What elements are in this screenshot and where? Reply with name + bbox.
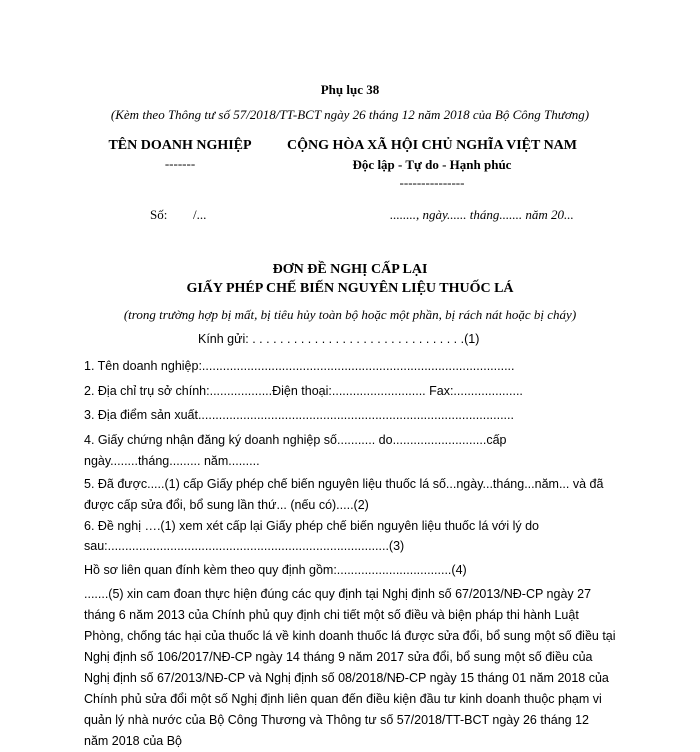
document-number-value: /... bbox=[193, 207, 207, 222]
field-reissue-request: 6. Đề nghị ….(1) xem xét cấp lại Giấy phép chế biến nguyên liệu thuốc lá với lý do bbox=[84, 519, 539, 533]
recipient-line: Kính gửi: . . . . . . . . . . . . . . . . . . . . . . . . . . . . . . .(1) bbox=[198, 332, 480, 346]
company-name: TÊN DOANH NGHIỆP bbox=[108, 138, 252, 153]
field-previous-license: 5. Đã được.....(1) cấp Giấy phép chế biến nguyên liệu thuốc lá số...ngày...tháng...năm... và đã được cấp sửa đổi, bổ sung lần thứ... (nếu có).....(2) bbox=[84, 477, 604, 512]
document-number-label: Số: bbox=[150, 207, 168, 222]
company-divider: ------- bbox=[164, 156, 196, 171]
field-attachments: Hồ sơ liên quan đính kèm theo quy định gồm:.................................(4) bbox=[84, 563, 467, 577]
field-production-site: 3. Địa điểm sản xuất........................................................................................... bbox=[84, 408, 514, 422]
field-head-office: 2. Địa chỉ trụ sở chính:..................Điện thoại:........................... Fax:.................... bbox=[84, 384, 523, 398]
attachment-note: (Kèm theo Thông tư số 57/2018/TT-BCT ngày 26 tháng 12 năm 2018 của Bộ Công Thương) bbox=[110, 107, 590, 122]
field-business-registration: 4. Giấy chứng nhận đăng ký doanh nghiệp số........... do...........................cấp bbox=[84, 433, 507, 447]
date-line: ........, ngày...... tháng....... năm 20... bbox=[390, 207, 574, 222]
motto-divider: --------------- bbox=[399, 175, 465, 190]
national-motto: Độc lập - Tự do - Hạnh phúc bbox=[352, 157, 512, 172]
form-subtitle: GIẤY PHÉP CHẾ BIẾN NGUYÊN LIỆU THUỐC LÁ bbox=[186, 281, 514, 296]
form-scope-note: (trong trường hợp bị mất, bị tiêu hủy toàn bộ hoặc một phần, bị rách nát hoặc bị cháy) bbox=[123, 307, 577, 322]
country-name: CỘNG HÒA XÃ HỘI CHỦ NGHĨA VIỆT NAM bbox=[286, 138, 577, 153]
field-company-name: 1. Tên doanh nghiệp:.......................................................................................... bbox=[84, 359, 515, 373]
form-title: ĐƠN ĐỀ NGHỊ CẤP LẠI bbox=[272, 262, 428, 277]
appendix-heading: Phụ lục 38 bbox=[320, 82, 380, 97]
field-registration-date: ngày........tháng......... năm......... bbox=[84, 454, 260, 468]
field-reissue-reason: sau:.................................................................................(3) bbox=[84, 539, 405, 553]
commitment-paragraph: .......(5) xin cam đoan thực hiện đúng các quy định tại Nghị định số 67/2013/NĐ-CP ngày 27 tháng 6 năm 2013 của Chính phủ quy định chi tiết một số điều và biện pháp thi hành Luật Phòng, chống tác hại của thuốc lá về kinh doanh thuốc lá được sửa đổi, bổ sung một số điều tại Nghị định số 106/2017/NĐ-CP ngày 14 tháng 9 năm 2017 sửa đổi, bổ sung một số điều của Nghị định số 67/2013/NĐ-CP và Nghị định số 08/2018/NĐ-CP ngày 15 tháng 01 năm 2018 của Chính phủ sửa đổi một số Nghị định liên quan đến điều kiện đầu tư kinh doanh thuộc phạm vi quản lý nhà nước của Bộ Công Thương và Thông tư số 57/2018/TT-BCT ngày 26 tháng 12 năm 2018 của Bộ bbox=[84, 587, 616, 748]
